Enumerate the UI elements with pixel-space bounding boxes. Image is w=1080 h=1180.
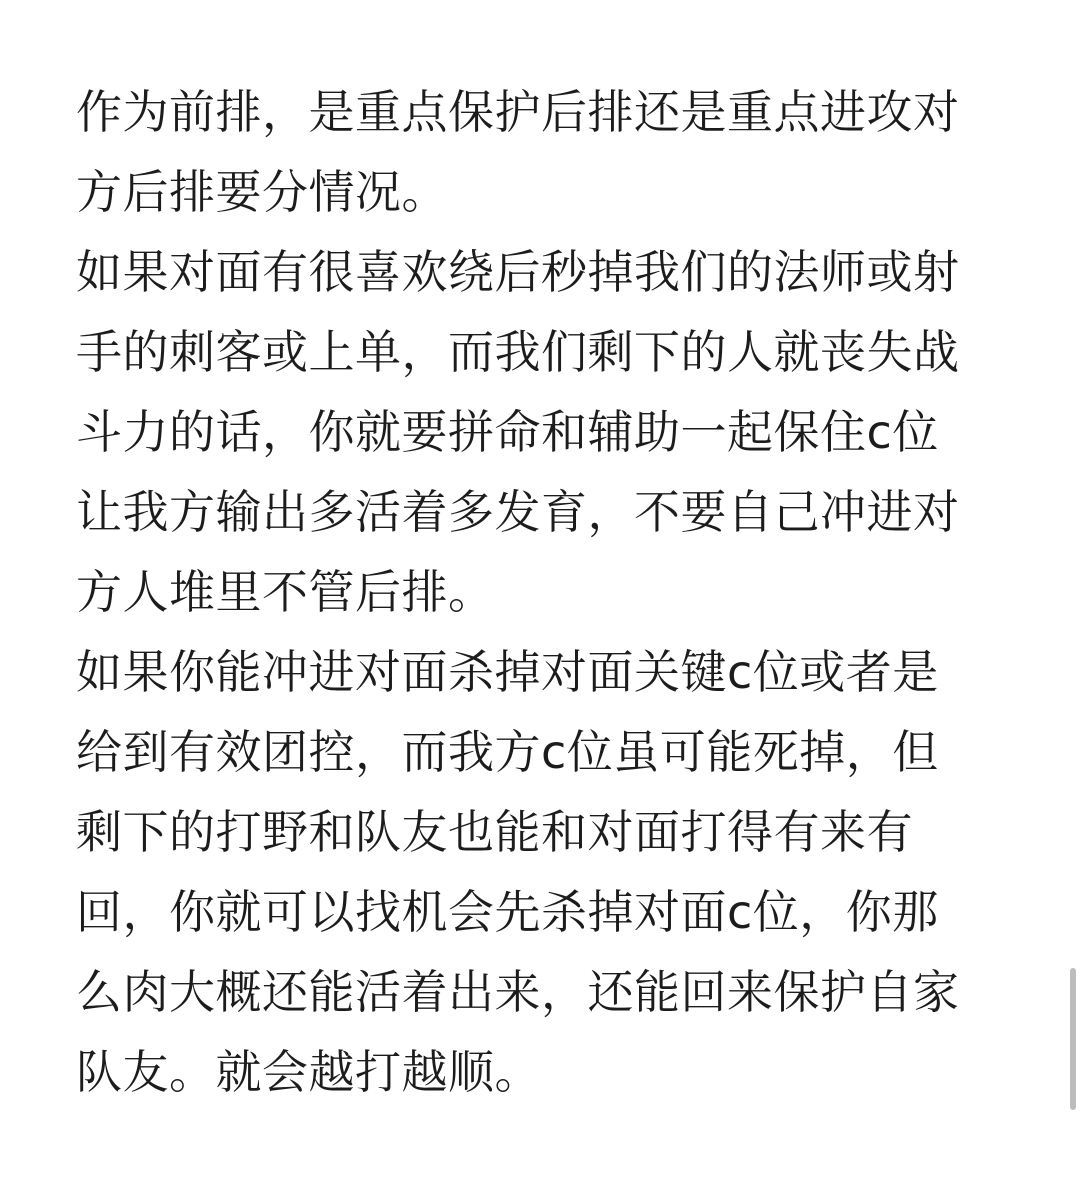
vertical-scrollbar[interactable]	[1070, 968, 1076, 1110]
article-body	[76, 72, 1006, 1112]
text-line: 给到有效团控，而我方c位虽可能死掉，但	[76, 725, 939, 779]
text-line: 队友。就会越打越顺。	[76, 1045, 541, 1099]
text-line: 手的刺客或上单，而我们剩下的人就丧失战	[76, 325, 960, 379]
text-line: 作为前排，是重点保护后排还是重点进攻对	[76, 85, 960, 139]
text-line: 么肉大概还能活着出来，还能回来保护自家	[76, 965, 960, 1019]
text-line: 斗力的话，你就要拼命和辅助一起保住c位	[76, 405, 939, 459]
text-line: 让我方输出多活着多发育，不要自己冲进对	[76, 485, 960, 539]
text-line: 方后排要分情况。	[76, 165, 448, 219]
text-line: 方人堆里不管后排。	[76, 565, 495, 619]
text-line: 如果对面有很喜欢绕后秒掉我们的法师或射	[76, 245, 960, 299]
text-line: 剩下的打野和队友也能和对面打得有来有	[76, 805, 913, 859]
text-line: 回，你就可以找机会先杀掉对面c位，你那	[76, 885, 939, 939]
text-line: 如果你能冲进对面杀掉对面关键c位或者是	[76, 645, 939, 699]
